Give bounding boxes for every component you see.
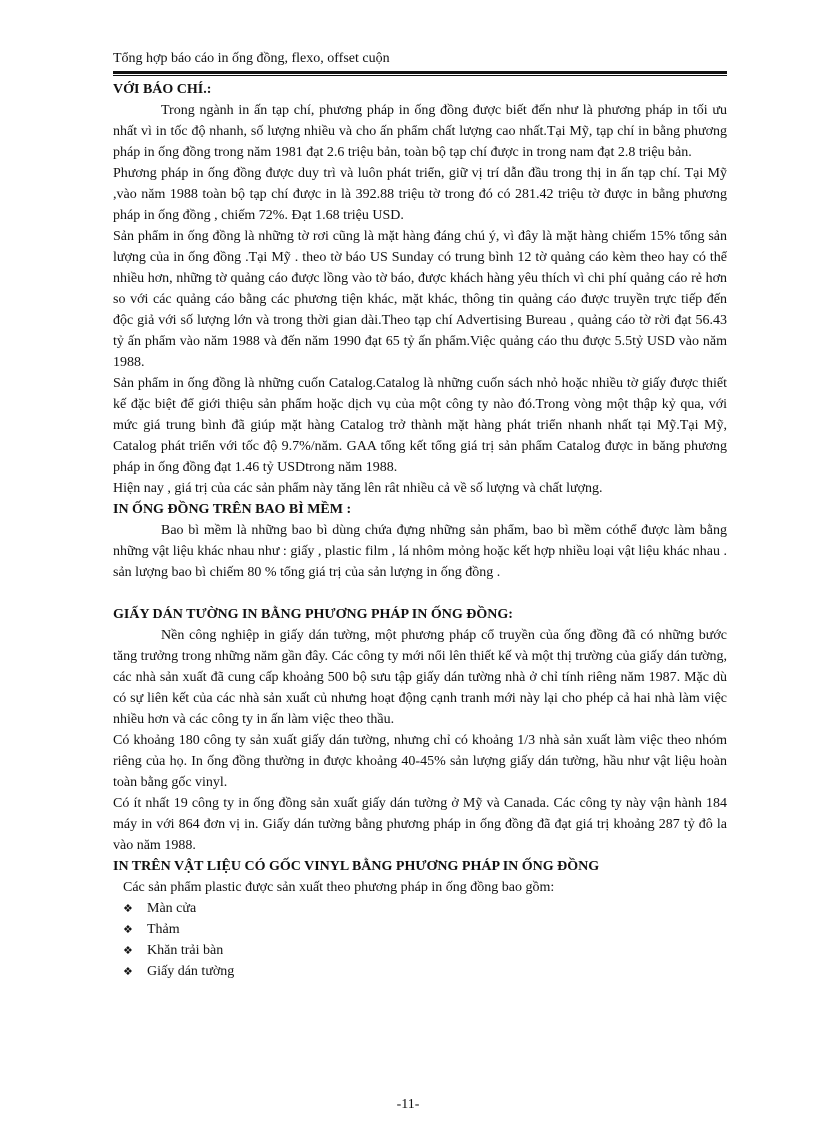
section-heading-vinyl: IN TRÊN VẬT LIỆU CÓ GỐC VINYL BẰNG PHƯƠNG PHÁP IN ỐNG ĐỒNG bbox=[113, 859, 600, 874]
paragraph: Có khoảng 180 công ty sản xuất giấy dán tường, nhưng chỉ có khoảng 1/3 nhà sản xuất làm việc theo nhóm riêng của họ. In ống đồng thường in được khoảng 40-45% sản lượng giấy dán tường, hầu như vật liệu hoàn toàn bằng gốc vinyl. bbox=[113, 733, 727, 790]
paragraph: Bao bì mềm là những bao bì dùng chứa đựng những sản phẩm, bao bì mềm cóthể được làm bằng những vật liệu khác nhau như : giấy , plastic film , lá nhôm mỏng hoặc kết hợp nhiều loại vật liệu khác nhau . sản lượng bao bì chiếm 80 % tổng giá trị của sản lượng in ống đồng . bbox=[113, 523, 727, 580]
section-heading-bao-bi: IN ỐNG ĐỒNG TRÊN BAO BÌ MỀM : bbox=[113, 502, 352, 517]
paragraph: Phương pháp in ống đồng được duy trì và luôn phát triển, giữ vị trí dẫn đầu trong thị in ấn tạp chí. Tại Mỹ ,vào năm 1988 toàn bộ tạp chí được in là 392.88 triệu tờ trong đó có 281.42 triệu tờ được in bằng phương pháp in ống đồng , chiếm 72%. Đạt 1.68 triệu USD. bbox=[113, 166, 727, 223]
paragraph: Sản phẩm in ống đồng là những cuốn Catalog.Catalog là những cuốn sách nhỏ hoặc nhiều tờ giấy được thiết kế đặc biệt để giới thiệu sản phẩm hoặc dịch vụ của một công ty nào đó.Trong vòng một thập kỷ qua, với mức giá trung bình đã giúp mặt hàng Catalog trở thành mặt hàng phát triển nhanh nhất tại Mỹ.Tại Mỹ, Catalog phát triển với tốc độ 9.7%/năm. GAA tổng kết tổng giá trị sản phẩm Catalog được in băng phương pháp in ống đồng đạt 1.46 tỷ USDtrong năm 1988. bbox=[113, 376, 727, 475]
list-lead: Các sản phẩm plastic được sản xuất theo phương pháp in ống đồng bao gồm: bbox=[123, 880, 555, 895]
diamond-bullet-icon: ❖ bbox=[123, 965, 133, 978]
paragraph: Nền công nghiệp in giấy dán tường, một phương pháp cổ truyền của ống đồng đã có những bước tăng trưởng trong những năm gần đây. Các công ty mới nổi lên thiết kế và một thị trường của giấy dán tường, các nhà sản xuất đã cung cấp khoảng 500 bộ sưu tập giấy dán tường nhà ở chỉ tính riêng năm 1987. Mặc dù có sự liên kết của các nhà sản xuất củ nhưng hoạt động cạnh tranh mới này lại cho phép cả hai nhà làm việc nhiều hơn và các công ty in ấn làm việc theo thầu. bbox=[113, 628, 727, 727]
list-item: ❖ Màn cửa bbox=[123, 898, 727, 919]
document-page bbox=[113, 50, 727, 982]
header-rule-thin bbox=[113, 75, 727, 76]
diamond-bullet-icon: ❖ bbox=[123, 944, 133, 957]
page-number: -11- bbox=[396, 1097, 420, 1112]
paragraph: Trong ngành in ấn tạp chí, phương pháp in ống đồng được biết đến như là phương pháp in tối ưu nhất vì in tốc độ nhanh, số lượng nhiều và cho ấn phẩm chất lượng cao nhất.Tại Mỹ, tạp chí in bằng phương pháp in ống đồng trong năm 1981 đạt 2.6 triệu bản, toàn bộ tạp chí được in trong nam đạt 2.8 triệu bản. bbox=[113, 103, 727, 160]
paragraph: Sản phẩm in ống đồng là những tờ rơi cũng là mặt hàng đáng chú ý, vì đây là mặt hàng chiếm 15% tổng sản lượng của in ống đồng .Tại Mỹ . theo tờ báo US Sunday có trung bình 12 tờ quảng cáo kèm theo hay có thể nhiều hơn, những tờ quảng cáo được lồng vào tờ báo, được khách hàng yêu thích vì chi phí quảng cáo rẻ hơn so với các quảng cáo bằng các phương tiện khác, mặt khác, thông tin quảng cáo được truyền trực tiếp đến độc giả với số lượng lớn và trong thời gian dài.Theo tạp chí Advertising Bureau , quảng cáo tờ rời đạt 56.43 tỷ ấn phẩm vào năm 1988 và đến năm 1990 đạt 65 tỷ ấn phẩm.Việc quảng cáo thu được 5.5tỷ USD vào năm 1988. bbox=[113, 229, 727, 370]
paragraph: Hiện nay , giá trị của các sản phẩm này tăng lên rât nhiều cả về số lượng và chất lượng. bbox=[113, 481, 603, 496]
paragraph: Có ít nhất 19 công ty in ống đồng sản xuất giấy dán tường ở Mỹ và Canada. Các công ty này vận hành 184 máy in với 864 đơn vị in. Giấy dán tường bằng phương pháp in ống đồng đã đạt giá trị khoảng 287 tỷ đô la vào năm 1988. bbox=[113, 796, 727, 853]
list-item: ❖ Giấy dán tường bbox=[123, 961, 727, 982]
diamond-bullet-icon: ❖ bbox=[123, 923, 133, 936]
list-item: ❖ Khăn trải bàn bbox=[123, 940, 727, 961]
header-rule-thick bbox=[113, 71, 727, 74]
list-item: ❖ Thảm bbox=[123, 919, 727, 940]
product-list bbox=[113, 898, 727, 982]
running-header: Tổng hợp báo cáo in ống đồng, flexo, offset cuộn bbox=[113, 51, 390, 66]
diamond-bullet-icon: ❖ bbox=[123, 902, 133, 915]
section-heading-bao-chi: VỚI BÁO CHÍ.: bbox=[113, 82, 212, 97]
section-heading-giay-dan-tuong: GIẤY DÁN TƯỜNG IN BẰNG PHƯƠNG PHÁP IN ỐNG ĐỒNG: bbox=[113, 607, 513, 622]
